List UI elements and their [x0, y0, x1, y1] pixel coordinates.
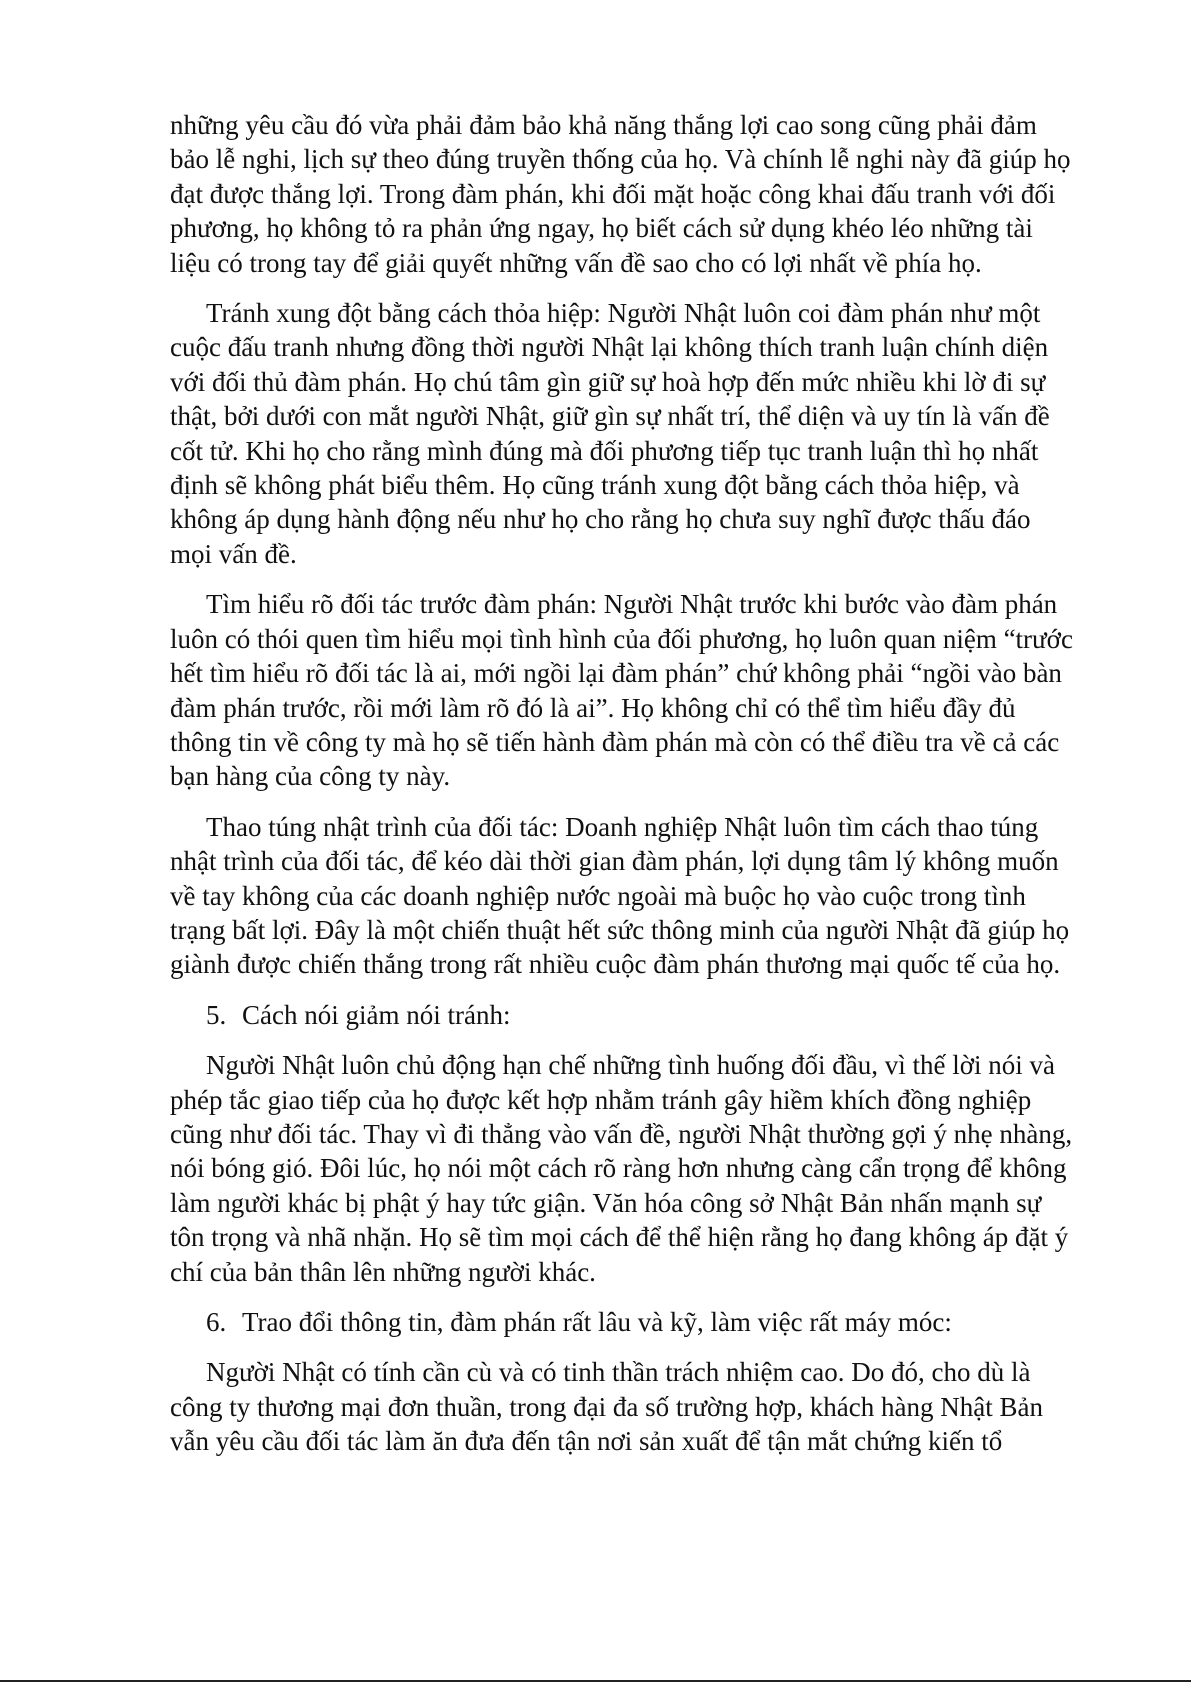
- document-page: [170, 108, 1075, 1475]
- list-number: 6.: [206, 1307, 227, 1337]
- list-heading-text: Trao đổi thông tin, đàm phán rất lâu và kỹ, làm việc rất máy móc:: [242, 1307, 952, 1337]
- paragraph-know-partner: Tìm hiểu rõ đối tác trước đàm phán: Người Nhật trước khi bước vào đàm phán luôn có thói quen tìm hiểu mọi tình hình của đối phương, họ luôn quan niệm “trước hết tìm hiểu rõ đối tác là ai, mới ngồi lại đàm phán” chứ không phải “ngồi vào bàn đàm phán trước, rồi mới làm rõ đó là ai”. Họ không chỉ có thể tìm hiểu đầy đủ thông tin về công ty mà họ sẽ tiến hành đàm phán mà còn có thể điều tra về cả các bạn hàng của công ty này.: [170, 589, 1073, 792]
- list-number: 5.: [206, 999, 227, 1030]
- paragraph-1: những yêu cầu đó vừa phải đảm bảo khả năng thắng lợi cao song cũng phải đảm bảo lễ nghi, lịch sự theo đúng truyền thống của họ. Và chính lễ nghi này đã giúp họ đạt được thắng lợi. Trong đàm phán, khi đối mặt hoặc công khai đấu tranh với đối phương, họ không tỏ ra phản ứng ngay, họ biết cách sử dụng khéo léo những tài liệu có trong tay để giải quyết những vấn đề sao cho có lợi nhất về phía họ.: [170, 110, 1071, 278]
- paragraph-manipulate-schedule: Thao túng nhật trình của đối tác: Doanh nghiệp Nhật luôn tìm cách thao túng nhật trình của đối tác, để kéo dài thời gian đàm phán, lợi dụng tâm lý không muốn về tay không của các doanh nghiệp nước ngoài mà buộc họ vào cuộc trong tình trạng bất lợi. Đây là một chiến thuật hết sức thông minh của người Nhật đã giúp họ giành được chiến thắng trong rất nhiều cuộc đàm phán thương mại quốc tế của họ.: [170, 811, 1070, 980]
- numbered-heading-6: [170, 1305, 1075, 1339]
- paragraph-diligence: Người Nhật có tính cần cù và có tinh thần trách nhiệm cao. Do đó, cho dù là công ty thương mại đơn thuần, trong đại đa số trường hợp, khách hàng Nhật Bản vẫn yêu cầu đối tác làm ăn đưa đến tận nơi sản xuất để tận mắt chứng kiến tổ: [170, 1357, 1043, 1457]
- list-heading-text: Cách nói giảm nói tránh:: [242, 999, 511, 1030]
- numbered-heading-5: [170, 998, 1075, 1032]
- paragraph-conflict-avoidance: Tránh xung đột bằng cách thỏa hiệp: Người Nhật luôn coi đàm phán như một cuộc đấu tranh nhưng đồng thời người Nhật lại không thích tranh luận chính diện với đối thủ đàm phán. Họ chú tâm gìn giữ sự hoà hợp đến mức nhiều khi lờ đi sự thật, bởi dưới con mắt người Nhật, giữ gìn sự nhất trí, thể diện và uy tín là vấn đề cốt tử. Khi họ cho rằng mình đúng mà đối phương tiếp tục tranh luận thì họ nhất định sẽ không phát biểu thêm. Họ cũng tránh xung đột bằng cách thỏa hiệp, và không áp dụng hành động nếu như họ cho rằng họ chưa suy nghĩ được thấu đáo mọi vấn đề.: [170, 298, 1050, 569]
- paragraph-indirect-speech: Người Nhật luôn chủ động hạn chế những tình huống đối đầu, vì thế lời nói và phép tắc giao tiếp của họ được kết hợp nhằm tránh gây hiềm khích đồng nghiệp cũng như đối tác. Thay vì đi thẳng vào vấn đề, người Nhật thường gợi ý nhẹ nhàng, nói bóng gió. Đôi lúc, họ nói một cách rõ ràng hơn nhưng càng cẩn trọng để không làm người khác bị phật ý hay tức giận. Văn hóa công sở Nhật Bản nhấn mạnh sự tôn trọng và nhã nhặn. Họ sẽ tìm mọi cách để thể hiện rằng họ đang không áp đặt ý chí của bản thân lên những người khác.: [170, 1050, 1073, 1287]
- page-bottom-rule: [0, 1680, 1191, 1682]
